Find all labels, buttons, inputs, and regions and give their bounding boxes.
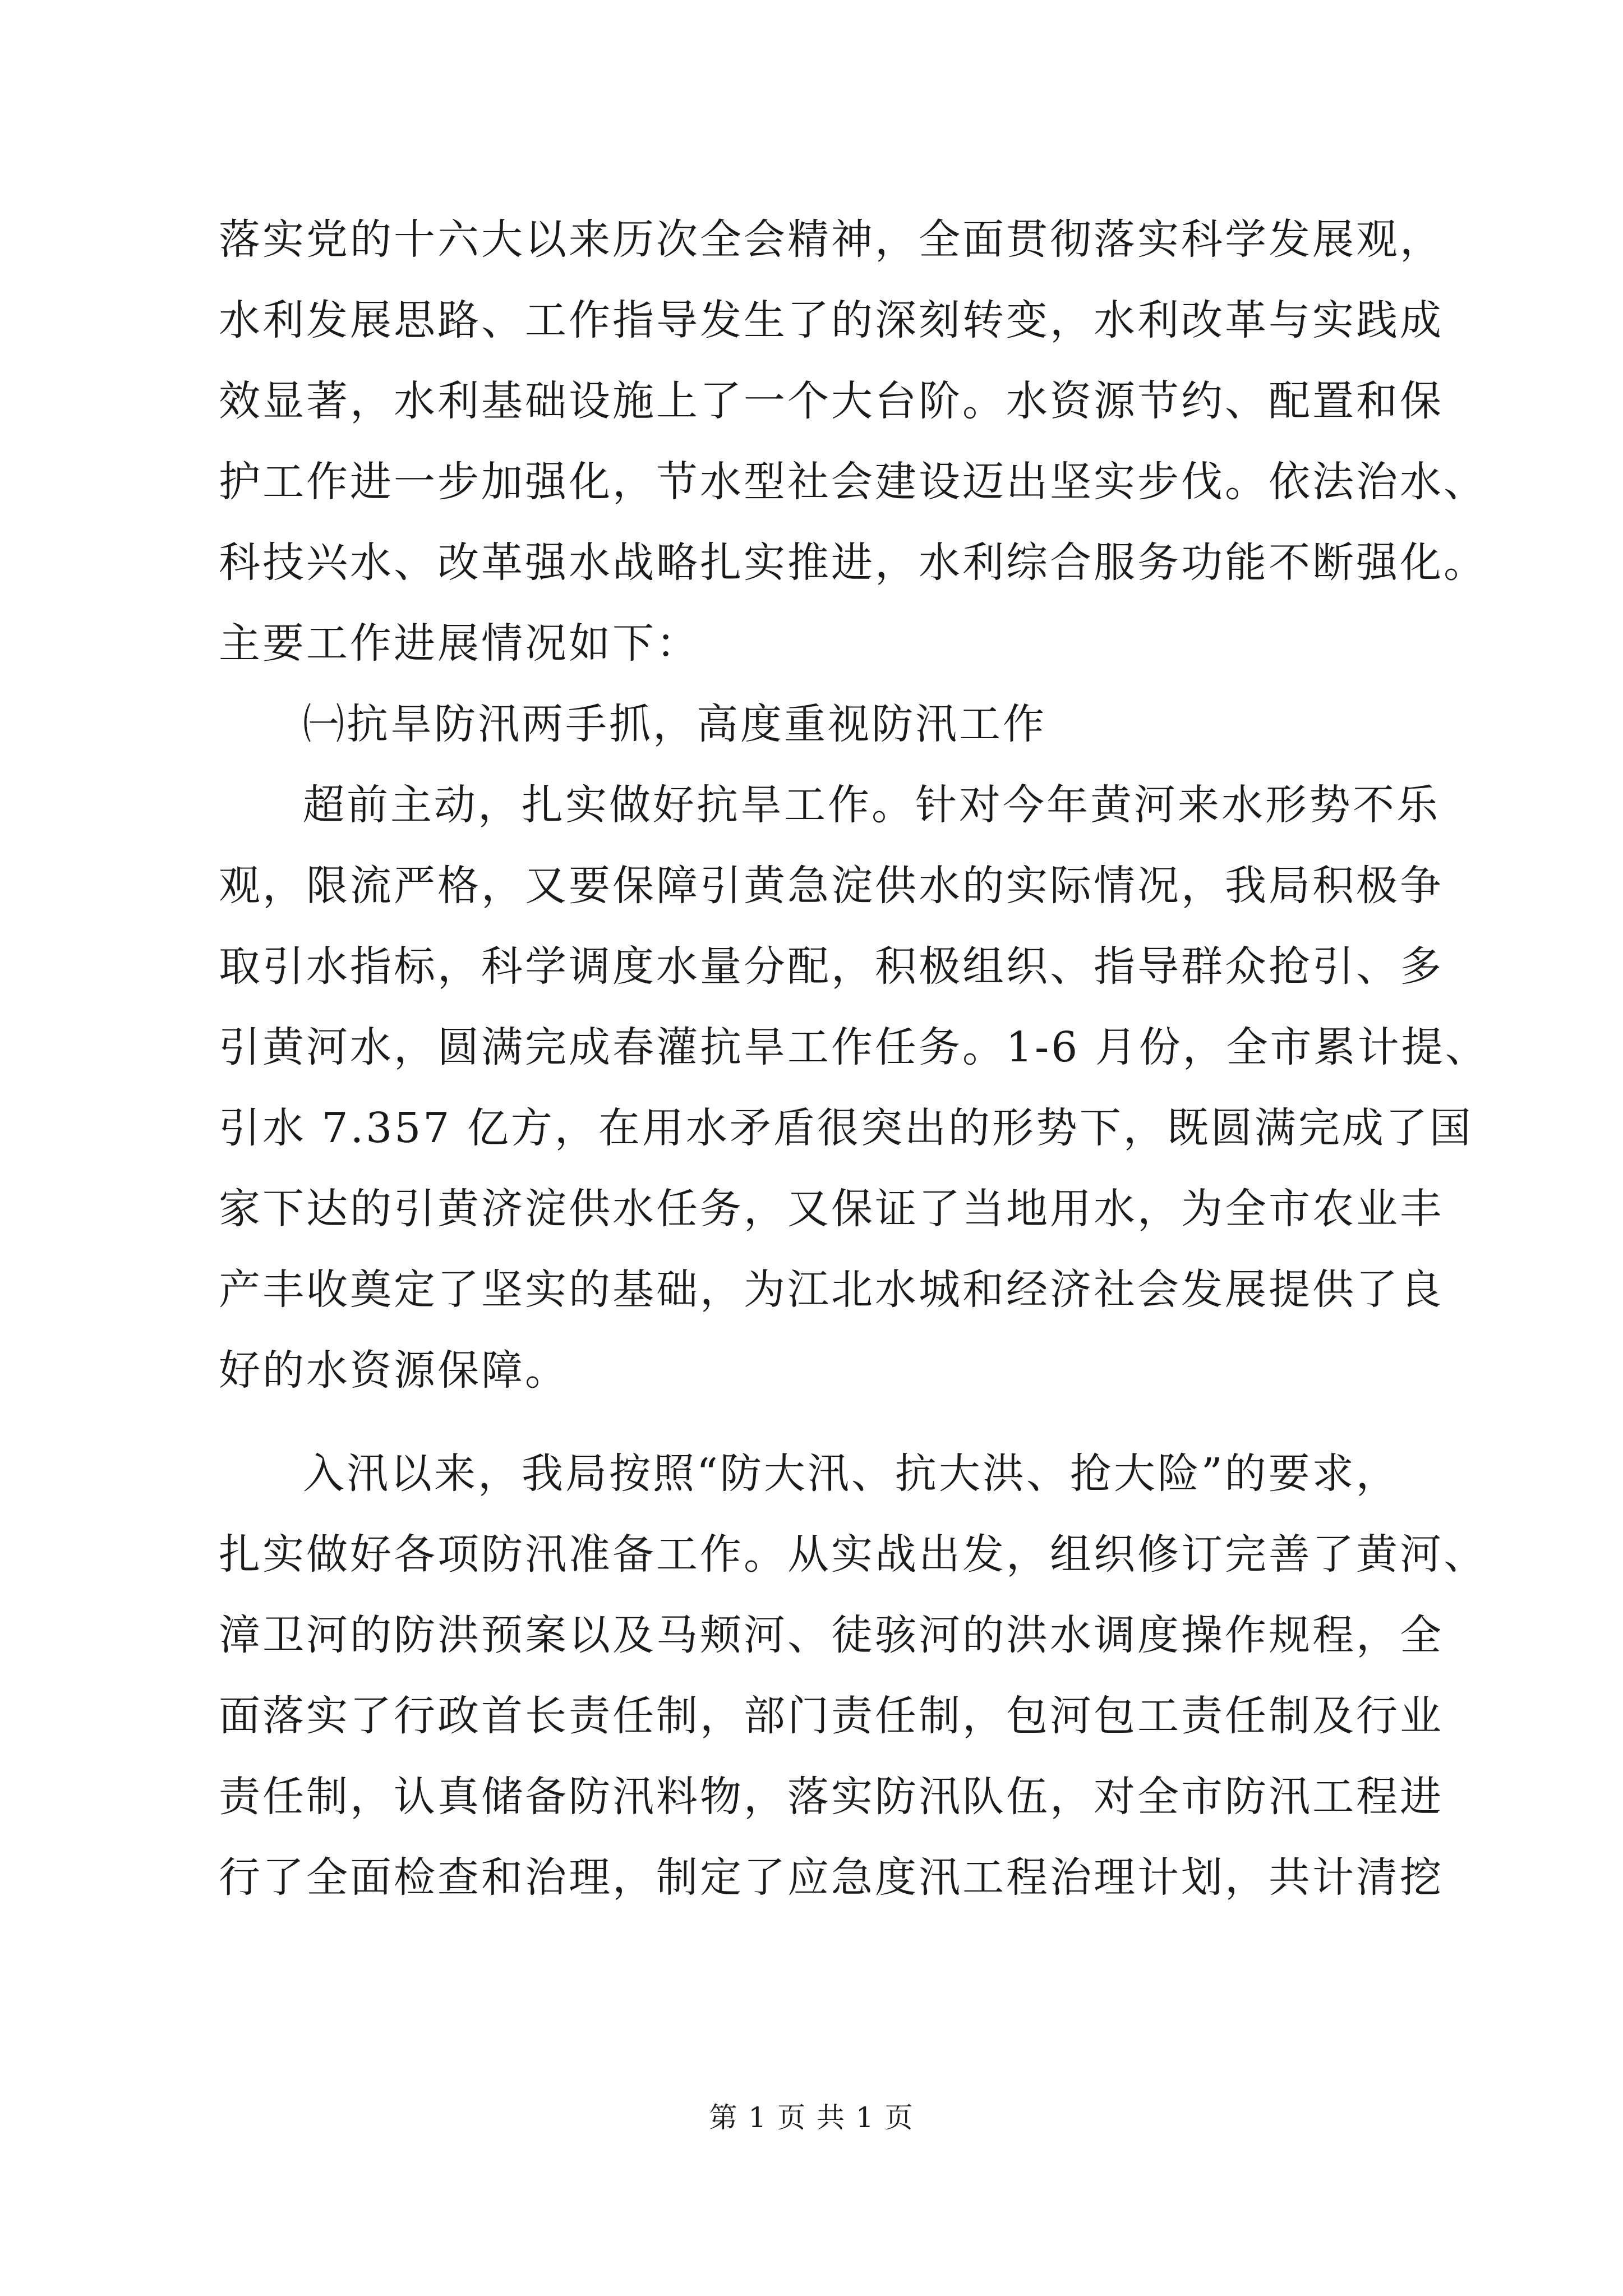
text-line: 观，限流严格，又要保障引黄急淀供水的实际情况，我局积极争 xyxy=(219,862,1444,910)
body-text xyxy=(219,199,1489,1918)
text-line: 入汛以来，我局按照“防大汛、抗大洪、抢大险”的要求， xyxy=(303,1450,1400,1498)
text-line: 漳卫河的防洪预案以及马颊河、徒骇河的洪水调度操作规程，全 xyxy=(219,1611,1444,1659)
section-heading: ㈠抗旱防汛两手抓，高度重视防汛工作 xyxy=(303,700,1046,748)
text-line: 水利发展思路、工作指导发生了的深刻转变，水利改革与实践成 xyxy=(219,296,1444,344)
text-line: 超前主动，扎实做好抗旱工作。针对今年黄河来水形势不乐 xyxy=(303,781,1440,829)
text-line: 主要工作进展情况如下： xyxy=(219,619,700,668)
text-line: 引水 7.357 亿方，在用水矛盾很突出的形势下，既圆满完成了国 xyxy=(219,1104,1473,1152)
text-line: 产丰收奠定了坚实的基础，为江北水城和经济社会发展提供了良 xyxy=(219,1266,1444,1314)
text-line: 引黄河水，圆满完成春灌抗旱工作任务。1-6 月份，全市累计提、 xyxy=(219,1023,1489,1071)
text-line: 取引水指标，科学调度水量分配，积极组织、指导群众抢引、多 xyxy=(219,942,1444,991)
text-line: 好的水资源保障。 xyxy=(219,1346,569,1395)
text-line: 行了全面检查和治理，制定了应急度汛工程治理计划，共计清挖 xyxy=(219,1853,1444,1902)
text-line: 扎实做好各项防汛准备工作。从实战出发，组织修订完善了黄河、 xyxy=(219,1530,1487,1579)
page-footer: 第 1 页 共 1 页 xyxy=(709,2101,914,2134)
text-line: 落实党的十六大以来历次全会精神，全面贯彻落实科学发展观， xyxy=(219,215,1444,264)
text-line: 家下达的引黄济淀供水任务，又保证了当地用水，为全市农业丰 xyxy=(219,1185,1444,1233)
text-line: 效显著，水利基础设施上了一个大台阶。水资源节约、配置和保 xyxy=(219,377,1444,425)
text-line: 责任制，认真储备防汛料物，落实防汛队伍，对全市防汛工程进 xyxy=(219,1773,1444,1821)
text-line: 护工作进一步加强化，节水型社会建设迈出坚实步伐。依法治水、 xyxy=(219,458,1487,506)
text-line: 科技兴水、改革强水战略扎实推进，水利综合服务功能不断强化。 xyxy=(219,539,1487,587)
text-line: 面落实了行政首长责任制，部门责任制，包河包工责任制及行业 xyxy=(219,1692,1444,1740)
